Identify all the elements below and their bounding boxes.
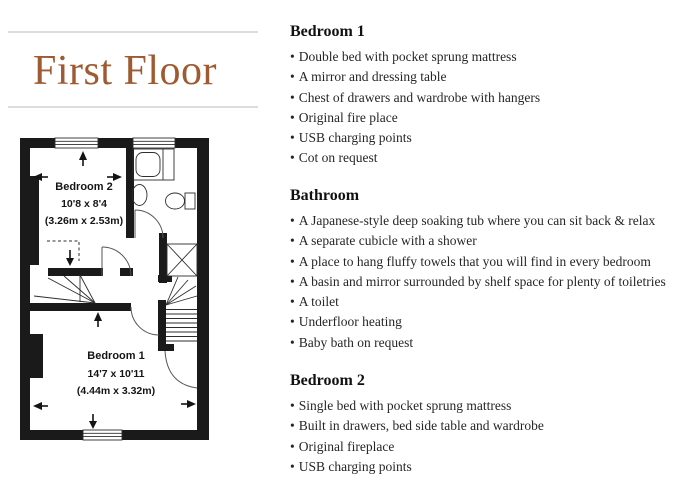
- divider-rule-bottom: [8, 106, 258, 108]
- door-arc: [135, 210, 163, 238]
- list-item-text: A Japanese-style deep soaking tub where you can sit back & relax: [298, 213, 656, 228]
- door-arc: [131, 307, 159, 335]
- bullet: •: [290, 294, 295, 310]
- section-bathroom: [290, 186, 698, 353]
- section-bedroom2: [290, 371, 698, 477]
- bullet: •: [290, 69, 295, 85]
- list-item-text: Baby bath on request: [298, 334, 414, 350]
- stairs-icon: [165, 277, 197, 388]
- section-heading: Bathroom: [290, 187, 360, 204]
- bedroom1-label: [77, 350, 155, 397]
- list-item: [290, 88, 698, 108]
- toilet-icon: [166, 193, 196, 209]
- list-item: [290, 67, 698, 87]
- divider-rule-top: [8, 31, 258, 33]
- list-item-text: A place to hang fluffy towels that you will find in every bedroom: [298, 253, 651, 269]
- list-item-text: A toilet: [298, 294, 339, 310]
- list-item-text: USB charging points: [298, 458, 412, 474]
- bullet: •: [290, 273, 295, 289]
- bullet: •: [290, 458, 295, 474]
- svg-text:Bedroom 2: Bedroom 2: [55, 181, 113, 193]
- features-panel: [290, 0, 698, 500]
- bedroom2-label: [45, 181, 123, 227]
- list-item: [290, 128, 698, 148]
- list-item-text: Chest of drawers and wardrobe with hangers: [298, 89, 541, 105]
- svg-text:(3.26m x 2.53m): (3.26m x 2.53m): [44, 215, 124, 227]
- list-item-text: A mirror and dressing table: [298, 69, 447, 85]
- list-item: [290, 292, 698, 312]
- page-title: First Floor: [33, 48, 218, 94]
- list-item: [290, 333, 698, 353]
- list-item: [290, 108, 698, 128]
- list-item-text: A basin and mirror surrounded by shelf space for plenty of toiletries: [298, 273, 666, 289]
- svg-text:Bedroom 1: Bedroom 1: [87, 350, 145, 362]
- floorplan: [16, 134, 216, 444]
- dashed-line: [47, 241, 79, 261]
- svg-text:(4.44m x 3.32m): (4.44m x 3.32m): [76, 385, 156, 397]
- list-item-text: Original fireplace: [298, 438, 395, 454]
- list-item: [290, 437, 698, 457]
- sink-icon: [132, 185, 147, 206]
- bullet: •: [290, 49, 295, 64]
- bathtub-icon: [133, 149, 174, 180]
- bullet: •: [290, 150, 295, 166]
- list-item: [290, 416, 698, 436]
- list-item: [290, 396, 698, 416]
- section-heading: Bedroom 2: [290, 372, 365, 389]
- list-item-text: A separate cubicle with a shower: [298, 233, 477, 249]
- bullet: •: [290, 398, 295, 413]
- bullet: •: [290, 233, 295, 249]
- feature-list: [290, 47, 698, 169]
- section-heading: Bedroom 1: [290, 23, 365, 40]
- bullet: •: [290, 109, 295, 125]
- list-item: [290, 211, 698, 231]
- list-item: [290, 252, 698, 272]
- bullet: •: [290, 253, 295, 269]
- bullet: •: [290, 334, 295, 350]
- svg-text:10'8 x 8'4: 10'8 x 8'4: [61, 198, 107, 210]
- svg-text:14'7 x 10'11: 14'7 x 10'11: [87, 368, 145, 380]
- stairs-icon: [34, 275, 95, 303]
- bullet: •: [290, 213, 295, 228]
- bullet: •: [290, 418, 295, 434]
- feature-list: [290, 396, 698, 477]
- list-item: [290, 312, 698, 332]
- list-item-text: Original fire place: [298, 109, 398, 125]
- list-item-text: USB charging points: [298, 130, 412, 146]
- bullet: •: [290, 438, 295, 454]
- window-icon: [133, 138, 175, 148]
- list-item: [290, 231, 698, 251]
- list-item-text: Built in drawers, bed side table and wardrobe: [298, 418, 544, 434]
- list-item-text: Underfloor heating: [298, 314, 402, 330]
- section-bedroom1: [290, 22, 698, 169]
- list-item-text: Cot on request: [298, 150, 378, 166]
- bullet: •: [290, 89, 295, 105]
- window-icon: [83, 430, 122, 440]
- list-item: [290, 148, 698, 168]
- bullet: •: [290, 130, 295, 146]
- list-item: [290, 457, 698, 477]
- list-item-text: Single bed with pocket sprung mattress: [298, 398, 512, 413]
- window-icon: [55, 138, 98, 148]
- feature-list: [290, 211, 698, 353]
- cupboard-icon: [167, 244, 197, 276]
- list-item: [290, 272, 698, 292]
- list-item: [290, 47, 698, 67]
- list-item-text: Double bed with pocket sprung mattress: [298, 49, 517, 64]
- bullet: •: [290, 314, 295, 330]
